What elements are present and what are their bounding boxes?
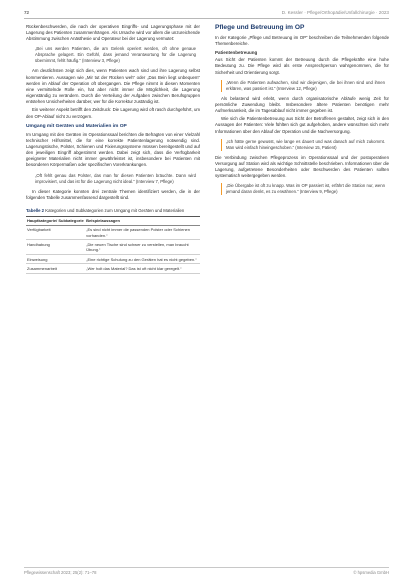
paragraph: Im Umgang mit den Geräten im Operationssaal berichten die Befragten von einer Vielzahl technischer Hilfsmittel, die für eine korrekte Patientenlagerung notwendig sind. Lagerungstische, Polster, Schienen und Fixierungssysteme müssen bereitgestellt und auf den jeweiligen Eingriff abgestimmt werden. Dabei zeigt sich, dass die Verfügbarkeit geeigneter Materialien nicht immer gewährleistet ist, insbesondere bei Patienten mit besonderen Körpermaßen oder spezifischen Vorerkrankungen. xyxy=(26,131,200,168)
running-header xyxy=(24,9,389,19)
table-row xyxy=(26,255,200,264)
running-head: D. Kessler · Pflege/Orthopädie/Unfallchirurgie · 2023 xyxy=(281,10,389,15)
table-row xyxy=(26,264,200,273)
interview-quote: „Oft fehlt genau das Polster, das man für diesen Patienten bräuchte. Dann wird improvisiert, und das ist für die Lagerung nicht ideal.“ (Interview 7, Pflege) xyxy=(35,172,196,184)
table-header-cell: Beispielaussagen xyxy=(85,216,200,225)
paragraph: In der Kategorie „Pflege und Betreuung im OP“ beschreiben die Teilnehmenden folgende Themenbereiche. xyxy=(215,35,389,47)
interview-quote: „Wenn die Patienten aufwachen, sind wir diejenigen, die bei ihnen sind und ihnen erklären, was passiert ist.“ (Interview 12, Pflege) xyxy=(221,80,385,92)
table-cell-category: Einweisung xyxy=(26,255,85,264)
table-caption xyxy=(26,208,200,214)
paragraph: Die Verbindung zwischen Pflegeprozess im Operationssaal und der postoperativen Versorgung auf Station wird als wichtige Schnittstelle beschrieben. Informationen über die Lagerung, aufgetretene Besonderheiten oder Beschwerden des Patienten sollten systematisch weitergegeben werden. xyxy=(215,154,389,179)
categories-table xyxy=(26,216,200,274)
left-column xyxy=(26,24,200,274)
table-cell-text: „Eine richtige Schulung zu den Geräten hat es nicht gegeben.“ xyxy=(85,255,200,264)
table-cell-text: „Es sind nicht immer die passenden Polster oder Schienen vorhanden.“ xyxy=(85,225,200,240)
paragraph: Als belastend wird erlebt, wenn durch organisatorische Abläufe wenig Zeit für persönliche Zuwendung bleibt. Insbesondere ältere Patienten benötigen mehr Aufmerksamkeit, die im Tagesablauf nicht immer gegeben ist. xyxy=(215,95,389,114)
interview-quote: „Bei uns werden Patienten, die am Gelenk operiert werden, oft ohne genaue Absprache gelagert. Ein Gefühl, dass jemand Verantwortung für die Lagerung übernimmt, fehlt häufig.“ (Interview 3, Pflege) xyxy=(35,46,196,64)
page-number: 72 xyxy=(24,10,30,15)
table-header-cell: Hauptkategorie/ Subkategorie xyxy=(26,216,85,225)
table-row xyxy=(26,225,200,240)
page-footer xyxy=(24,567,389,575)
journal-citation: Pflegewissenschaft 2023; 25(2): 71–78 xyxy=(24,570,97,575)
subsection-heading: Patientenbetreuung xyxy=(215,50,258,56)
interview-quote: „Die Übergabe ist oft zu knapp. Was im OP passiert ist, erfährt die Station nur, wenn jemand daran denkt, es zu erwähnen.“ (Interview 9, Pflege) xyxy=(221,183,385,195)
paragraph: Am deutlichsten zeigt sich dies, wenn Patienten wach sind und ihre Lagerung selbst kommentieren. Aussagen wie „Mir tut der Rücken weh“ oder „Das Bein liegt unbequem“ werden im Ablauf der Operation oft übergangen. Die Pflege nimmt in diesen Momenten eine vermittelnde Rolle ein, hat aber nicht immer die Möglichkeit, die Lagerung eigenständig zu verändern. Durch die Verteilung der Aufgaben zwischen Berufsgruppen entstehen Unsicherheiten darüber, wer für die Korrektur zuständig ist. xyxy=(26,68,200,105)
table-header-row xyxy=(26,216,200,225)
section-title: Pflege und Betreuung im OP xyxy=(215,24,305,31)
table-cell-category: Handhabung xyxy=(26,240,85,255)
copyright-notice: © hpsmedia GmbH xyxy=(353,570,389,575)
table-row xyxy=(26,240,200,255)
table-cell-text: „Die neuen Tische sind schwer zu verstellen, man braucht Übung.“ xyxy=(85,240,200,255)
paragraph: Aus Sicht der Patienten kommt der Betreuung durch die Pflegekräfte eine hohe Bedeutung zu. Die Pflege wird als erste Ansprechperson wahrgenommen, die für Sicherheit und Orientierung sorgt. xyxy=(215,57,389,75)
paragraph: Rückenbeschwerden, die nach der operativen Eingriffs- und Lagerungsphase mit der Lagerung des Patienten zusammenhängen. Als Ursache wird vor allem die unzureichende Abstimmung zwischen Anästhesie und Operateur bei der Lagerung vermutet: xyxy=(26,24,200,42)
table-cell-text: „Wer holt das Material? Das ist oft nicht klar geregelt.“ xyxy=(85,264,200,273)
paragraph: In dieser Kategorie konnten drei zentrale Themen identifiziert werden, die in der folgenden Tabelle zusammenfassend dargestellt sind. xyxy=(26,188,200,200)
table-caption-text: Kategorien und Subkategorien zum Umgang mit Geräten und Materialien xyxy=(45,207,185,213)
table-cell-category: Verfügbarkeit xyxy=(26,225,85,240)
table-caption-label: Tabelle 2 xyxy=(26,207,45,213)
right-column xyxy=(215,24,389,199)
interview-quote: „Ich hätte gerne gewusst, wie lange es dauert und was danach auf mich zukommt. Man wird einfach hineingeschoben.“ (Interview 15, Patient) xyxy=(221,139,385,151)
section-heading: Umgang mit Geräten und Materialien im OP xyxy=(26,123,127,129)
paragraph: Ein weiterer Aspekt betrifft den Zeitdruck: Die Lagerung wird oft rasch durchgeführt, um den OP-Ablauf nicht zu verzögern. xyxy=(26,107,200,119)
paragraph: Wie sich die Patientenbetreuung aus Sicht der Betroffenen gestaltet, zeigt sich in den Aussagen der Patienten: Viele fühlten sich gut aufgehoben, andere wünschten sich mehr Informationen über den Ablauf der Operation und die Nachversorgung. xyxy=(215,116,389,134)
table-cell-category: Zusammenarbeit xyxy=(26,264,85,273)
